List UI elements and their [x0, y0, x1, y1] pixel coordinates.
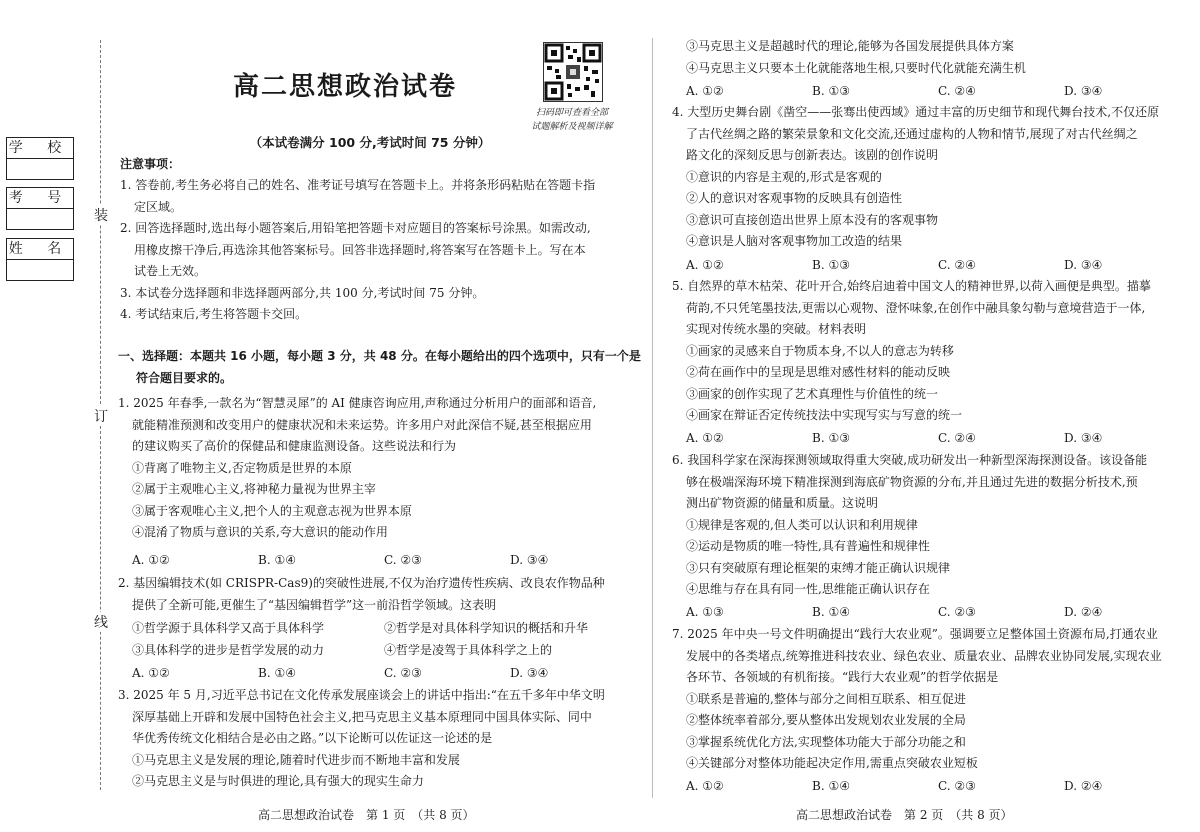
question-3 — [118, 685, 605, 793]
section-header-line-1: 一、选择题：本题共 16 小题，每小题 3 分，共 48 分。在每小题给出的四个选项中，只有一个是 — [118, 349, 641, 363]
exam-number-blank — [7, 209, 73, 229]
q5-choice-c[interactable]: C. ②④ — [938, 431, 976, 445]
q4-stem-line: 4. 大型历史舞台剧《凿空——张骞出使西域》通过丰富的历史细节和现代舞台技术,不仅还原 — [672, 105, 1160, 119]
exam-title: 高二思想政治试卷 — [232, 72, 457, 102]
q4-item: ③意识可直接创造出世界上原本没有的客观事物 — [686, 212, 939, 227]
question-6 — [672, 450, 1147, 601]
q6-stem-line: 6. 我国科学家在深海探测领域取得重大突破,成功研发出一种新型深海探测设备。该设备能 — [672, 453, 1148, 467]
question-4 — [672, 102, 1159, 253]
q6-stem-line: 测出矿物资源的储量和质量。这说明 — [686, 496, 879, 510]
q6-choice-c[interactable]: C. ②③ — [938, 605, 976, 619]
q5-stem-line: 荷韵,不只凭笔墨技法,更需以心观物、澄怀味象,在创作中融具象勾勒与意境营造于一体, — [686, 300, 1146, 315]
q2-choice-a[interactable]: A. ①② — [132, 666, 170, 680]
q4-choice-d[interactable]: D. ③④ — [1064, 258, 1103, 272]
q2-item-1: ①哲学源于具体科学又高于具体科学 — [132, 621, 325, 635]
q3-item: ④马克思主义只要本土化就能落地生根,只要时代化就能充满生机 — [686, 60, 1026, 75]
question-7 — [672, 624, 1162, 775]
exam-number-label: 考 号 — [7, 188, 73, 209]
q6-stem-line: 够在极端深海环境下精准探测到海底矿物资源的分布,并且通过先进的数据分析技术,预 — [686, 474, 1138, 489]
notice-line: 用橡皮擦干净后,再选涂其他答案标号。回答非选择题时,将答案写在答题卡上。写在本 — [134, 242, 586, 257]
q7-choice-d[interactable]: D. ②④ — [1064, 779, 1103, 793]
q3-choice-a[interactable]: A. ①② — [686, 84, 724, 98]
q3-item: ②马克思主义是与时俱进的理论,具有强大的现实生命力 — [132, 774, 424, 788]
binding-char-xian: 线 — [93, 612, 109, 632]
q4-item: ②人的意识对客观事物的反映具有创造性 — [686, 191, 903, 205]
page-2-footer: 高二思想政治试卷 第 2 页 （共 8 页） — [796, 808, 1013, 822]
q3-item: ①马克思主义是发展的理论,随着时代进步而不断地丰富和发展 — [132, 752, 460, 767]
q6-choice-d[interactable]: D. ②④ — [1064, 605, 1103, 619]
name-blank — [7, 260, 73, 280]
qr-code-graphic — [544, 43, 602, 101]
notice-title: 注意事项： — [120, 157, 181, 171]
qr-note-line-1: 扫码即可查看全部 — [535, 108, 608, 118]
q4-choice-b[interactable]: B. ①③ — [812, 258, 850, 272]
q1-choice-d[interactable]: D. ③④ — [510, 553, 549, 567]
q3-stem-line: 深厚基础上开辟和发展中国特色社会主义,把马克思主义基本原理同中国具体实际、同中 — [132, 709, 592, 724]
q3-item: ③马克思主义是超越时代的理论,能够为各国发展提供具体方案 — [686, 39, 1014, 53]
q1-stem-line: 就能精准预测和改变用户的健康状况和未来运势。许多用户对此深信不疑,甚至根据应用 — [132, 417, 592, 432]
notice-line: 定区域。 — [134, 199, 183, 214]
exam-number-field-box — [6, 187, 74, 230]
question-2 — [118, 573, 605, 616]
q2-choice-d[interactable]: D. ③④ — [510, 666, 549, 680]
q7-item: ①联系是普遍的,整体与部分之间相互联系、相互促进 — [686, 691, 966, 706]
q2-stem-line: 提供了全新可能,更催生了“基因编辑哲学”这一前沿哲学领域。这表明 — [132, 597, 497, 612]
q3-stem-line: 华优秀传统文化相结合是必由之路。”以下论断可以佐证这一论述的是 — [132, 731, 493, 745]
q2-stem-line: 2. 基因编辑技术(如 CRISPR-Cas9)的突破性进展,不仅为治疗遗传性疾病、改良农作物品种 — [118, 576, 605, 590]
name-label: 姓 名 — [7, 239, 73, 260]
q1-choice-b[interactable]: B. ①④ — [258, 553, 296, 567]
q6-item: ①规律是客观的,但人类可以认识和利用规律 — [686, 517, 918, 532]
notice-line: 2. 回答选择题时,选出每小题答案后,用铅笔把答题卡对应题目的答案标号涂黑。如需改动, — [120, 221, 591, 235]
exam-subtitle: （本试卷满分 100 分,考试时间 75 分钟） — [249, 135, 491, 150]
q1-item: ④混淆了物质与意识的关系,夸大意识的能动作用 — [132, 525, 388, 539]
q5-stem-line: 实现对传统水墨的突破。材料表明 — [686, 322, 867, 336]
q7-stem-line: 各环节、各领域的有机衔接。“践行大农业观”的哲学依据是 — [686, 670, 999, 684]
q6-choice-b[interactable]: B. ①④ — [812, 605, 850, 619]
q5-item: ④画家在辩证否定传统技法中实现写实与写意的统一 — [686, 408, 963, 422]
notice-line: 1. 答卷前,考生务必将自己的姓名、准考证号填写在答题卡上。并将条形码粘贴在答题卡指 — [120, 178, 596, 192]
q5-item: ②荷在画作中的呈现是思维对感性材料的能动反映 — [686, 365, 951, 379]
page-divider — [652, 38, 653, 798]
notice-line: 试卷上无效。 — [134, 264, 207, 278]
q2-item-2: ②哲学是对具体科学知识的概括和升华 — [384, 621, 589, 635]
q7-choice-c[interactable]: C. ②③ — [938, 779, 976, 793]
notice-line: 3. 本试卷分选择题和非选择题两部分,共 100 分,考试时间 75 分钟。 — [120, 285, 485, 300]
q5-choice-b[interactable]: B. ①③ — [812, 431, 850, 445]
q4-stem-line: 了古代丝绸之路的繁荣景象和文化交流,还通过虚构的人物和情节,展现了对古代丝绸之 — [686, 126, 1138, 141]
q3-choice-b[interactable]: B. ①③ — [812, 84, 850, 98]
notice-line: 4. 考试结束后,考生将答题卡交回。 — [120, 307, 308, 321]
school-blank — [7, 159, 73, 179]
q7-choice-b[interactable]: B. ①④ — [812, 779, 850, 793]
q6-item: ③只有突破原有理论框架的束缚才能正确认识规律 — [686, 560, 951, 575]
q4-choice-a[interactable]: A. ①② — [686, 258, 724, 272]
qr-note-line-2: 试题解析及视频详解 — [531, 122, 613, 132]
q5-choice-a[interactable]: A. ①② — [686, 431, 724, 445]
q1-item: ③属于客观唯心主义,把个人的主观意志视为世界本原 — [132, 503, 412, 518]
q7-item: ③掌握系统优化方法,实现整体功能大于部分功能之和 — [686, 734, 966, 749]
q5-item: ①画家的灵感来自于物质本身,不以人的意志为转移 — [686, 343, 954, 358]
school-field-box — [6, 137, 74, 180]
q7-stem-line: 发展中的各类堵点,统筹推进科技农业、绿色农业、质量农业、品牌农业协同发展,实现农业 — [686, 648, 1162, 663]
q5-item: ③画家的创作实现了艺术真理性与价值性的统一 — [686, 386, 939, 401]
qr-code-icon[interactable] — [543, 42, 603, 102]
q1-item: ②属于主观唯心主义,将神秘力量视为世界主宰 — [132, 482, 376, 496]
q1-choice-c[interactable]: C. ②③ — [384, 553, 422, 567]
section-header-line-2: 符合题目要求的。 — [136, 371, 233, 385]
q1-stem-line: 1. 2025 年春季,一款名为“智慧灵犀”的 AI 健康咨询应用,声称通过分析用户的面部和语音, — [118, 396, 597, 410]
q3-choice-c[interactable]: C. ②④ — [938, 84, 976, 98]
q4-stem-line: 路文化的深刻反思与创新表达。该剧的创作说明 — [686, 148, 939, 162]
qr-note — [512, 106, 632, 134]
q7-item: ②整体统率着部分,要从整体出发规划农业发展的全局 — [686, 713, 966, 727]
q4-item: ①意识的内容是主观的,形式是客观的 — [686, 169, 882, 184]
school-label: 学 校 — [7, 138, 73, 159]
q2-item-4: ④哲学是凌驾于具体科学之上的 — [384, 643, 553, 657]
page-1-footer: 高二思想政治试卷 第 1 页 （共 8 页） — [258, 808, 475, 822]
q1-item: ①背离了唯物主义,否定物质是世界的本原 — [132, 460, 352, 475]
binding-char-ding: 订 — [93, 406, 109, 426]
question-3-continued — [686, 36, 1026, 79]
q3-stem-line: 3. 2025 年 5 月,习近平总书记在文化传承发展座谈会上的讲话中指出:“在五千多年中华文明 — [118, 688, 605, 702]
binding-char-zhuang: 装 — [93, 205, 109, 225]
q4-choice-c[interactable]: C. ②④ — [938, 258, 976, 272]
q7-item: ④关键部分对整体功能起决定作用,需重点突破农业短板 — [686, 756, 978, 770]
q1-choice-a[interactable]: A. ①② — [132, 553, 170, 567]
q6-item: ②运动是物质的唯一特性,具有普遍性和规律性 — [686, 539, 930, 553]
q1-stem-line: 的建议购买了高价的保健品和健康监测设备。这些说法和行为 — [132, 439, 457, 453]
q6-choice-a[interactable]: A. ①③ — [686, 605, 724, 619]
q2-choice-c[interactable]: C. ②③ — [384, 666, 422, 680]
q7-choice-a[interactable]: A. ①② — [686, 779, 724, 793]
q6-item: ④思维与存在具有同一性,思维能正确认识存在 — [686, 582, 930, 596]
question-1 — [118, 393, 596, 544]
q2-choice-b[interactable]: B. ①④ — [258, 666, 296, 680]
question-5 — [672, 276, 1151, 427]
q5-choice-d[interactable]: D. ③④ — [1064, 431, 1103, 445]
name-field-box — [6, 238, 74, 281]
q4-item: ④意识是人脑对客观事物加工改造的结果 — [686, 234, 903, 248]
q3-choice-d[interactable]: D. ③④ — [1064, 84, 1103, 98]
notice-body — [120, 175, 595, 326]
q7-stem-line: 7. 2025 年中央一号文件明确提出“践行大农业观”。强调要立足整体国土资源布局,打通农业 — [672, 627, 1158, 641]
q5-stem-line: 5. 自然界的草木枯荣、花叶开合,始终启迪着中国文人的精神世界,以荷入画便是典型。描摹 — [672, 279, 1151, 293]
q2-item-3: ③具体科学的进步是哲学发展的动力 — [132, 643, 325, 657]
